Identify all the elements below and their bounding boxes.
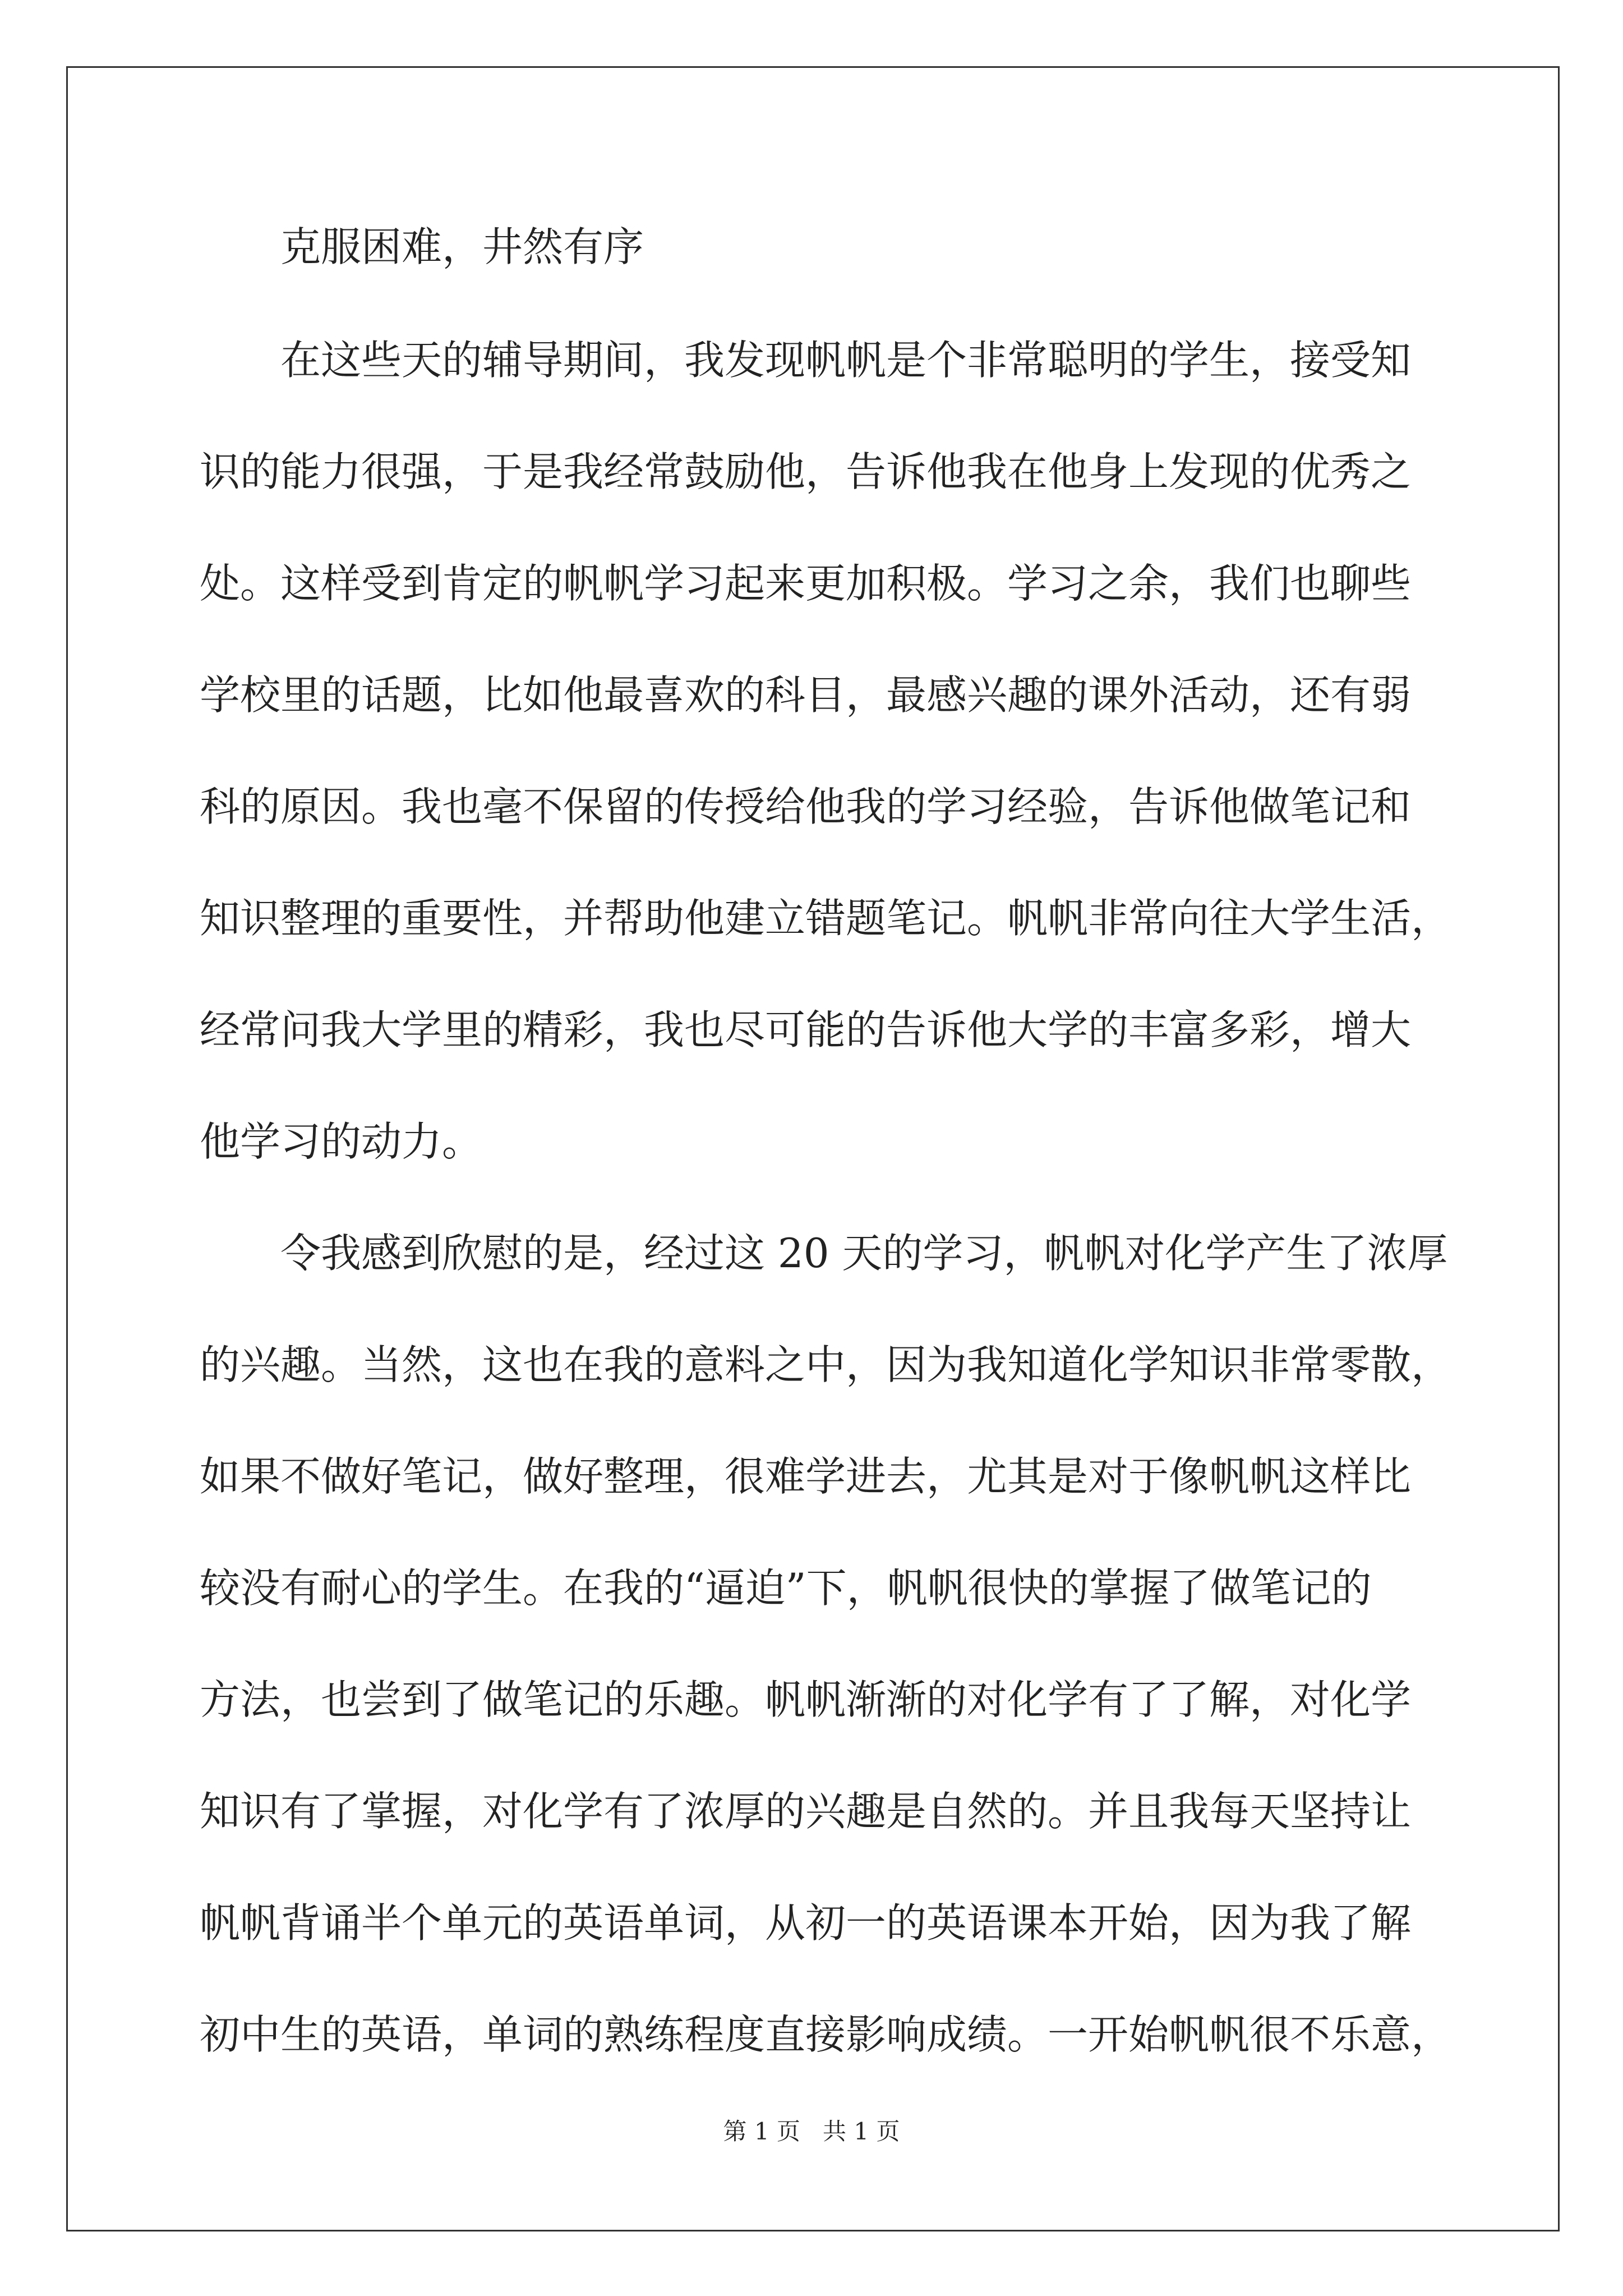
text-line: 识的能力很强，于是我经常鼓励他，告诉他我在他身上发现的优秀之 — [200, 448, 1412, 495]
page-footer: 第 1 页 共 1 页 — [723, 2118, 900, 2145]
text-line: 知识有了掌握，对化学有了浓厚的兴趣是自然的。并且我每天坚持让 — [200, 1788, 1412, 1835]
text-line: 方法，也尝到了做笔记的乐趣。帆帆渐渐的对化学有了了解，对化学 — [200, 1676, 1412, 1723]
text-line: 如果不做好笔记，做好整理，很难学进去，尤其是对于像帆帆这样比 — [200, 1453, 1412, 1500]
section-heading: 克服困难，井然有序 — [280, 223, 644, 270]
text-line: 学校里的话题，比如他最喜欢的科目，最感兴趣的课外活动，还有弱 — [200, 671, 1412, 719]
text-line: 令我感到欣慰的是，经过这 20 天的学习，帆帆对化学产生了浓厚 — [280, 1230, 1448, 1277]
text-line: 经常问我大学里的精彩，我也尽可能的告诉他大学的丰富多彩，增大 — [200, 1006, 1412, 1053]
text-line: 科的原因。我也毫不保留的传授给他我的学习经验，告诉他做笔记和 — [200, 783, 1412, 830]
text-line: 的兴趣。当然，这也在我的意料之中，因为我知道化学知识非常零散， — [200, 1341, 1452, 1388]
text-line: 初中生的英语，单词的熟练程度直接影响成绩。一开始帆帆很不乐意， — [200, 2011, 1452, 2058]
text-line: 处。这样受到肯定的帆帆学习起来更加积极。学习之余，我们也聊些 — [200, 560, 1412, 607]
text-line: 在这些天的辅导期间，我发现帆帆是个非常聪明的学生，接受知 — [280, 337, 1412, 384]
text-line: 他学习的动力。 — [200, 1118, 483, 1165]
text-line: 较没有耐心的学生。在我的“逼迫”下，帆帆很快的掌握了做笔记的 — [200, 1565, 1372, 1612]
text-line: 知识整理的重要性，并帮助他建立错题笔记。帆帆非常向往大学生活， — [200, 895, 1452, 942]
text-line: 帆帆背诵半个单元的英语单词，从初一的英语课本开始，因为我了解 — [200, 1899, 1412, 1947]
